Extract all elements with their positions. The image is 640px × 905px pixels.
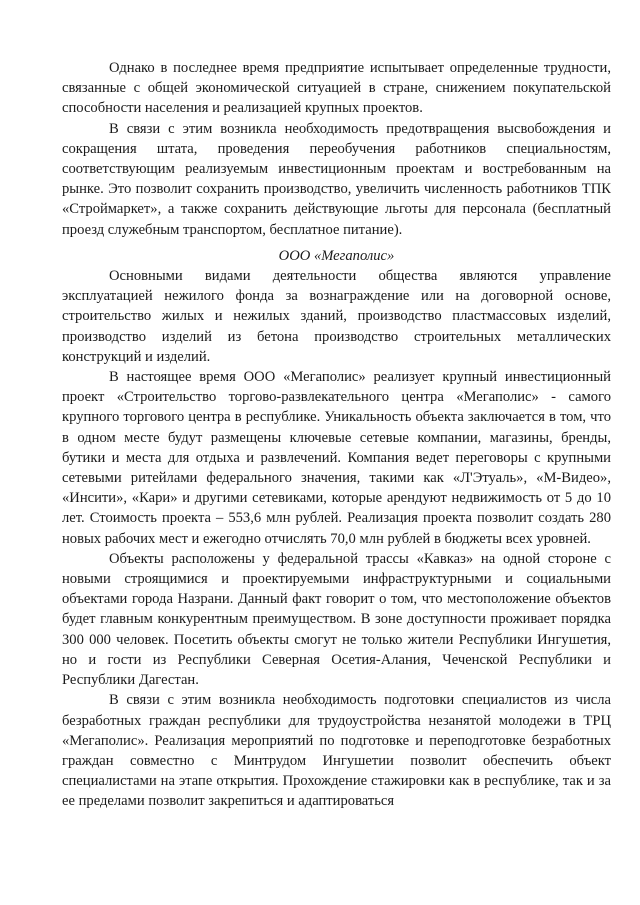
- paragraph-investment-project: В настоящее время ООО «Мегаполис» реализует крупный инвестиционный проект «Строительство торгово-развлекательного центра «Мегаполис» - самого крупного торгового центра в республике. Уникальность объекта заключается в том, что в одном месте будут размещены ключевые сетевые компании, магазины, бренды, бутики и места для отдыха и развлечений. Компания ведет переговоры с крупными сетевыми ритейлами федерального значения, такими как «Л'Этуаль», «М-Видео», «Инсити», «Кари» и другими сетевиками, которые арендуют недвижимость от 5 до 10 лет. Стоимость проекта – 553,6 млн рублей. Реализация проекта позволит создать 280 новых рабочих мест и ежегодно отчислять 70,0 млн рублей в бюджеты всех уровней.: [62, 369, 611, 547]
- section-heading-megapolis: ООО «Мегаполис»: [278, 247, 395, 264]
- document-page: [62, 58, 611, 812]
- paragraph-activities: Основными видами деятельности общества являются управление эксплуатацией нежилого фонда за вознаграждение или на договорной основе, строительство жилых и нежилых зданий, производство пластмассовых изделий, производство изделий из бетона производство строительных металлических конструкций и изделий.: [62, 268, 611, 365]
- paragraph-location: Объекты расположены у федеральной трассы «Кавказ» на одной стороне с новыми строящимися и проектируемыми инфраструктурными и социальными объектами города Назрани. Данный факт говорит о том, что местоположение объектов будет главным конкурентным преимуществом. В зоне доступности проживает порядка 300 000 человек. Посетить объекты смогут не только жители Республики Ингушетия, но и гости из Республики Северная Осетия-Алания, Чеченской Республики и Республики Дагестан.: [62, 550, 611, 689]
- paragraph-difficulties: Однако в последнее время предприятие испытывает определенные трудности, связанные с общей экономической ситуацией в стране, снижением покупательской способности населения и реализацией крупных проектов.: [62, 60, 611, 117]
- paragraph-staff-retraining: В связи с этим возникла необходимость предотвращения высвобождения и сокращения штата, проведения переобучения работников специальностям, соответствующим реализуемым инвестиционным проектам и востребованным на рынке. Это позволит сохранить производство, увеличить численность работников ТПК «Строймаркет», а также сохранить действующие льготы для персонала (бесплатный проезд служебным транспортом, бесплатное питание).: [62, 120, 611, 238]
- paragraph-training: В связи с этим возникла необходимость подготовки специалистов из числа безработных граждан республики для трудоустройства незанятой молодежи в ТРЦ «Мегаполис». Реализация мероприятий по подготовке и переподготовке безработных граждан совместно с Минтрудом Ингушетии позволит обеспечить объект специалистами на этапе открытия. Прохождение стажировки как в республике, так и за ее пределами позволит закрепиться и адаптироваться: [62, 692, 611, 810]
